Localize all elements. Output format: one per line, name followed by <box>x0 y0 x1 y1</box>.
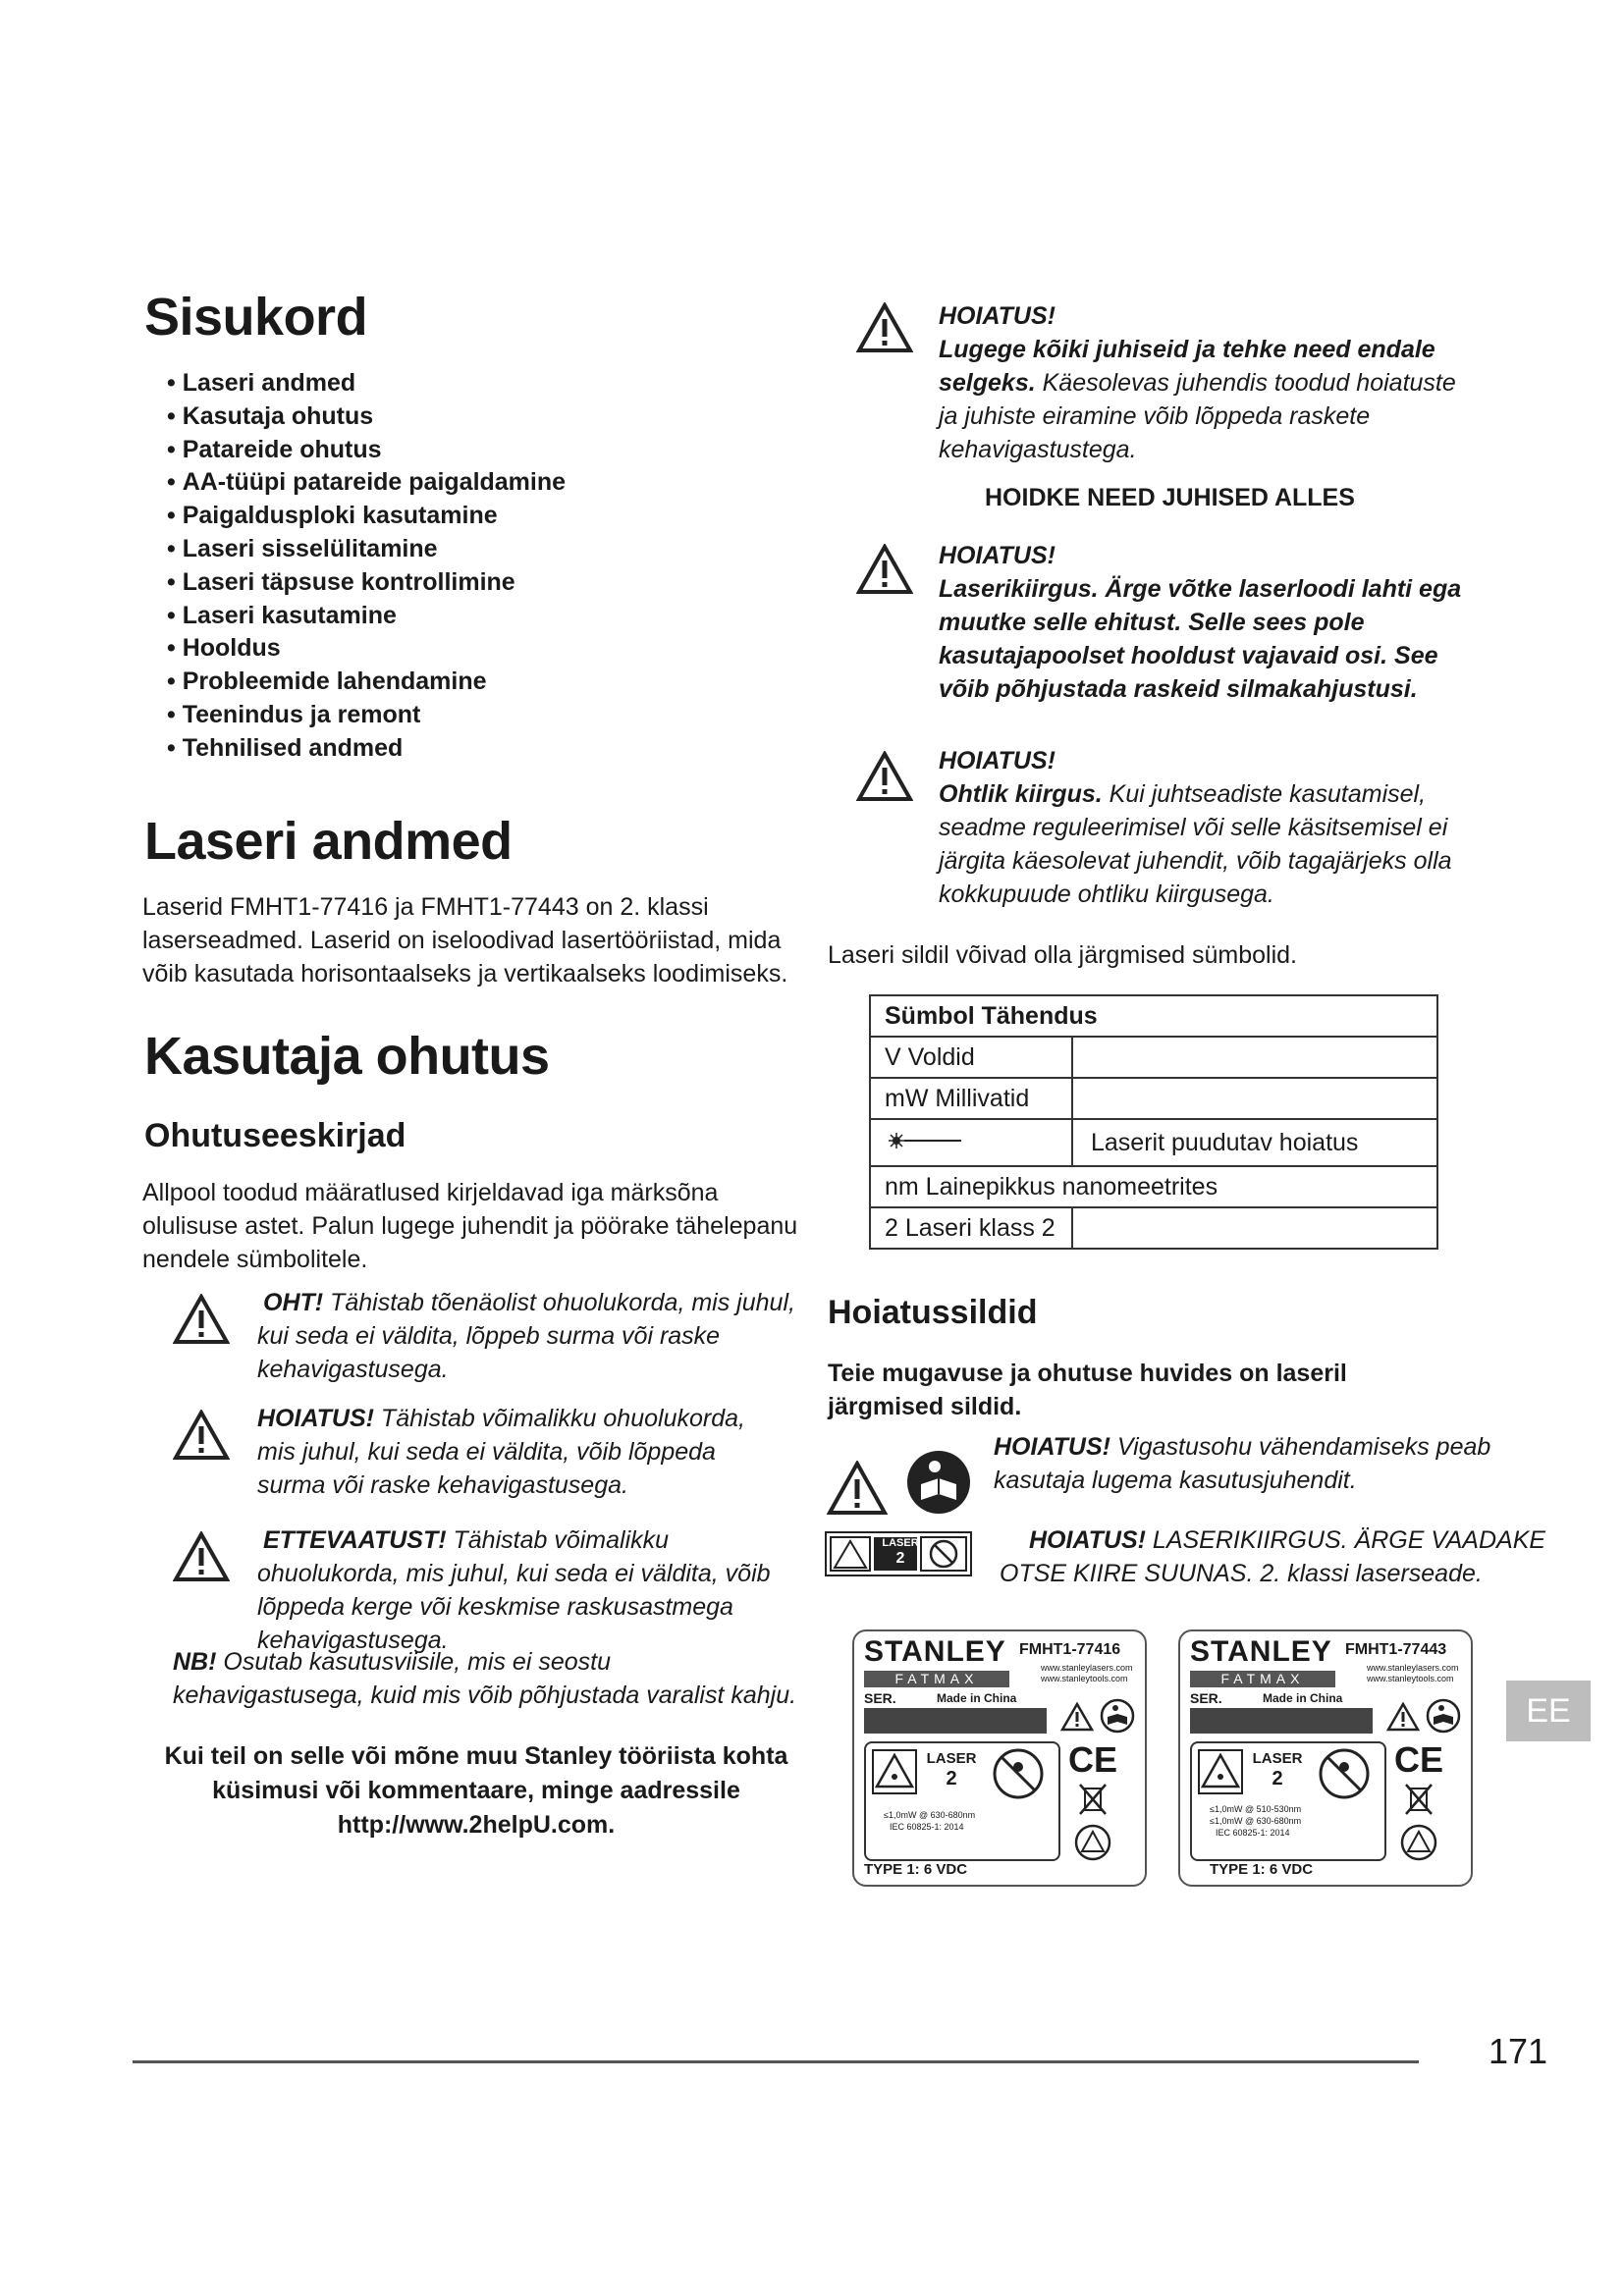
definition-warning <box>257 1402 787 1502</box>
label-spec-1: ≤1,0mW @ 510-530nm <box>1210 1804 1302 1814</box>
warning-triangle-icon <box>1386 1702 1420 1732</box>
table-row <box>870 995 1437 1037</box>
toc-item[interactable]: • Patareide ohutus <box>167 434 566 467</box>
toc-item[interactable]: • Laseri täpsuse kontrollimine <box>167 566 566 600</box>
warning-triangle-icon <box>1060 1702 1094 1732</box>
brand-logo: STANLEY <box>1190 1635 1332 1668</box>
table-row <box>870 1207 1437 1249</box>
table-cell: 2 Laseri klass 2 <box>870 1207 1072 1249</box>
warning-hazardous-radiation <box>939 744 1508 911</box>
toc-list <box>167 367 566 766</box>
toc-item[interactable]: • Hooldus <box>167 632 566 666</box>
read-manual-icon <box>1100 1698 1135 1734</box>
label-type: TYPE 1: 6 VDC <box>1210 1861 1314 1878</box>
contact-info <box>157 1739 795 1842</box>
warning-bold: Lugege kõiki juhiseid ja tehke need endale selgeks. <box>939 336 1435 397</box>
ce-mark: CE <box>1394 1739 1444 1780</box>
contact-post: tööriista kohta küsimusi või kommentaare, minge aadressile <box>212 1742 788 1804</box>
warning-text: Kui juhtseadiste kasutamisel, seadme reguleerimisel või selle käsitsemisel ei järgita käesolevat juhendit, võib tagajärjeks olla kokkupuude ohtliku kiirgusega. <box>939 780 1452 908</box>
nb-term: NB! <box>173 1648 217 1676</box>
warning-triangle-icon <box>856 544 913 595</box>
label-spec-1: ≤1,0mW @ 630-680nm <box>884 1810 976 1820</box>
toc-item[interactable]: • Teenindus ja remont <box>167 699 566 732</box>
ce-mark: CE <box>1068 1739 1118 1780</box>
table-cell: mW Millivatid <box>870 1078 1072 1119</box>
laser-warning-icon <box>1198 1749 1243 1794</box>
table-row <box>870 1078 1437 1119</box>
label-web: www.stanleylasers.com <box>1367 1663 1459 1673</box>
labels-intro: Teie mugavuse ja ohutuse huvides on laseril järgmised sildid. <box>828 1360 1347 1420</box>
label-warning-text: LASERIKIIRGUS. ÄRGE VAADAKE OTSE KIIRE SUUNAS. 2. klassi laserseade. <box>1000 1526 1546 1587</box>
warning-head: HOIATUS! <box>939 542 1056 569</box>
read-manual-icon <box>905 1449 972 1516</box>
definition-danger <box>257 1286 817 1386</box>
label-web: www.stanleylasers.com <box>1041 1663 1133 1673</box>
toc-title: Sisukord <box>144 288 368 347</box>
laser-info-text: Laserid FMHT1-77416 ja FMHT1-77443 on 2. klassi laserseadmed. Laserid on iseloodivad lasertööriistad, mida võib kasutada horisontaalseks ja vertikaalseks loodimiseks. <box>142 893 788 988</box>
label-spec-3: IEC 60825-1: 2014 <box>1216 1828 1290 1838</box>
table-row <box>870 1166 1437 1207</box>
definition-term: OHT! <box>263 1289 324 1316</box>
warning-triangle-icon <box>856 302 913 353</box>
laser-info-title: Laseri andmed <box>144 812 513 871</box>
weee-bin-icon <box>1078 1783 1108 1816</box>
definition-term: HOIATUS! <box>257 1405 374 1432</box>
laser-class-text <box>1251 1749 1304 1789</box>
safety-intro: Allpool toodud määratlused kirjeldavad iga märksõna olulisuse astet. Palun lugege juhendit ja pöörake tähelepanu nendele sümbolitele. <box>142 1179 798 1273</box>
label-serial-bar <box>864 1708 1047 1734</box>
weee-bin-icon <box>1404 1783 1434 1816</box>
language-tab[interactable]: EE <box>1506 1681 1591 1741</box>
definition-caution <box>257 1523 807 1657</box>
brand-sub-bar: FATMAX <box>1190 1671 1335 1687</box>
brand-sub-bar: FATMAX <box>864 1671 1009 1687</box>
symbols-table <box>869 994 1438 1250</box>
labels-title: Hoiatussildid <box>828 1294 1038 1331</box>
contact-brand: Stanley <box>524 1742 613 1770</box>
laser-warning-icon <box>872 1749 917 1794</box>
warning-text: Käesolevas juhendis toodud hoiatuste ja juhiste eiramine võib lõppeda raskete kehavigastustega. <box>939 369 1456 463</box>
user-safety-title: Kasutaja ohutus <box>144 1027 550 1086</box>
definition-text: Tähistab tõenäolist ohuolukorda, mis juhul, kui seda ei väldita, lõppeb surma või raske kehavigastusega. <box>257 1289 795 1383</box>
laser-class-number: 2 <box>1272 1768 1283 1789</box>
warning-laser-radiation <box>939 539 1489 706</box>
recycle-warning-icon <box>1400 1824 1437 1861</box>
laser-class-number: 2 <box>946 1768 957 1789</box>
label-warning-term: HOIATUS! <box>994 1433 1110 1461</box>
keep-instructions-note: HOIDKE NEED JUHISED ALLES <box>985 484 1355 511</box>
warning-head: HOIATUS! <box>939 302 1056 330</box>
warning-read-instructions <box>939 299 1469 466</box>
laser-beam-icon <box>885 1131 963 1150</box>
label-model: FMHT1-77443 <box>1345 1641 1447 1658</box>
label-type: TYPE 1: 6 VDC <box>864 1861 968 1878</box>
table-cell <box>870 1119 1072 1166</box>
toc-item[interactable]: • Tehnilised andmed <box>167 732 566 766</box>
label-web2: www.stanleytools.com <box>1367 1674 1454 1683</box>
no-stare-icon <box>1318 1747 1371 1800</box>
definition-text: Tähistab võimalikku ohuolukorda, mis juhul, kui seda ei väldita, võib lõppeda surma või raske kehavigastusega. <box>257 1405 745 1499</box>
toc-item[interactable]: • Paigaldusploki kasutamine <box>167 500 566 533</box>
table-row <box>870 1037 1437 1078</box>
warning-triangle-icon <box>173 1410 230 1461</box>
warning-triangle-icon <box>173 1294 230 1345</box>
warning-triangle-icon <box>827 1461 888 1516</box>
safety-rules-subtitle: Ohutuseeskirjad <box>144 1117 406 1154</box>
label-made-in: Made in China <box>1263 1691 1343 1705</box>
table-header: Sümbol Tähendus <box>870 995 1437 1037</box>
laser-word: LASER <box>926 1750 977 1767</box>
product-label-77416 <box>852 1629 1147 1887</box>
table-row <box>870 1119 1437 1166</box>
table-cell <box>1072 1207 1437 1249</box>
no-stare-icon <box>992 1747 1045 1800</box>
label-serial: SER. <box>864 1690 896 1706</box>
table-cell: V Voldid <box>870 1037 1072 1078</box>
brand-logo: STANLEY <box>864 1635 1006 1668</box>
table-cell: Laserit puudutav hoiatus <box>1072 1119 1437 1166</box>
label-spec-2: ≤1,0mW @ 630-680nm <box>1210 1816 1302 1826</box>
laser-label-number: 2 <box>895 1550 905 1567</box>
page-number: 171 <box>1489 2031 1548 2071</box>
label-model: FMHT1-77416 <box>1019 1641 1121 1658</box>
laser-class-text <box>925 1749 978 1789</box>
toc-item[interactable]: • Laseri sisselülitamine <box>167 533 566 566</box>
nb-text: Osutab kasutusviisile, mis ei seostu kehavigastusega, kuid mis võib põhjustada varalist kahju. <box>173 1648 797 1709</box>
warning-triangle-icon <box>173 1531 230 1582</box>
label-serial-bar <box>1190 1708 1373 1734</box>
warning-bold: Laserikiirgus. Ärge võtke laserloodi lahti ega muutke selle ehitust. Selle sees pole kasutajapoolset hooldust vajavaid osi. See võib põhjustada raskeid silmakahjustusi. <box>939 575 1462 703</box>
footer-rule <box>133 2060 1419 2063</box>
warning-bold: Ohtlik kiirgus. <box>939 780 1103 808</box>
laser-label-small: LASER <box>882 1537 919 1549</box>
definition-term: ETTEVAATUST! <box>263 1526 447 1554</box>
read-manual-icon <box>1426 1698 1461 1734</box>
laser-class-label-text <box>876 1537 925 1568</box>
toc-item[interactable]: • Laseri andmed <box>167 367 566 400</box>
label-warning-read-manual <box>994 1430 1524 1497</box>
contact-pre: Kui teil on selle või mõne muu <box>164 1742 525 1770</box>
notice-nb <box>173 1645 801 1712</box>
product-label-77443 <box>1178 1629 1473 1887</box>
toc-item[interactable]: • Probleemide lahendamine <box>167 666 566 699</box>
definition-text: Tähistab võimalikku ohuolukorda, mis juhul, kui seda ei väldita, võib lõppeda kerge või keskmise raskusastmega kehavigastusega. <box>257 1526 771 1654</box>
table-cell <box>1072 1037 1437 1078</box>
laser-word: LASER <box>1252 1750 1303 1767</box>
table-cell: nm Lainepikkus nanomeetrites <box>870 1166 1437 1207</box>
label-serial: SER. <box>1190 1690 1222 1706</box>
label-spec-2: IEC 60825-1: 2014 <box>890 1822 964 1832</box>
recycle-warning-icon <box>1074 1824 1111 1861</box>
toc-item[interactable]: • Laseri kasutamine <box>167 600 566 633</box>
toc-item[interactable]: • AA-tüüpi patareide paigaldamine <box>167 466 566 500</box>
label-warning-term: HOIATUS! <box>1029 1526 1146 1554</box>
label-web2: www.stanleytools.com <box>1041 1674 1128 1683</box>
symbols-intro: Laseri sildil võivad olla järgmised sümbolid. <box>828 941 1297 969</box>
contact-url-link[interactable]: http://www.2helpU.com. <box>337 1811 616 1839</box>
label-warning-laser <box>1000 1523 1549 1590</box>
table-cell <box>1072 1078 1437 1119</box>
warning-head: HOIATUS! <box>939 747 1056 774</box>
label-warning-text: Vigastusohu vähendamiseks peab kasutaja lugema kasutusjuhendit. <box>994 1433 1491 1494</box>
warning-triangle-icon <box>856 751 913 802</box>
toc-item[interactable]: • Kasutaja ohutus <box>167 400 566 434</box>
label-made-in: Made in China <box>937 1691 1017 1705</box>
